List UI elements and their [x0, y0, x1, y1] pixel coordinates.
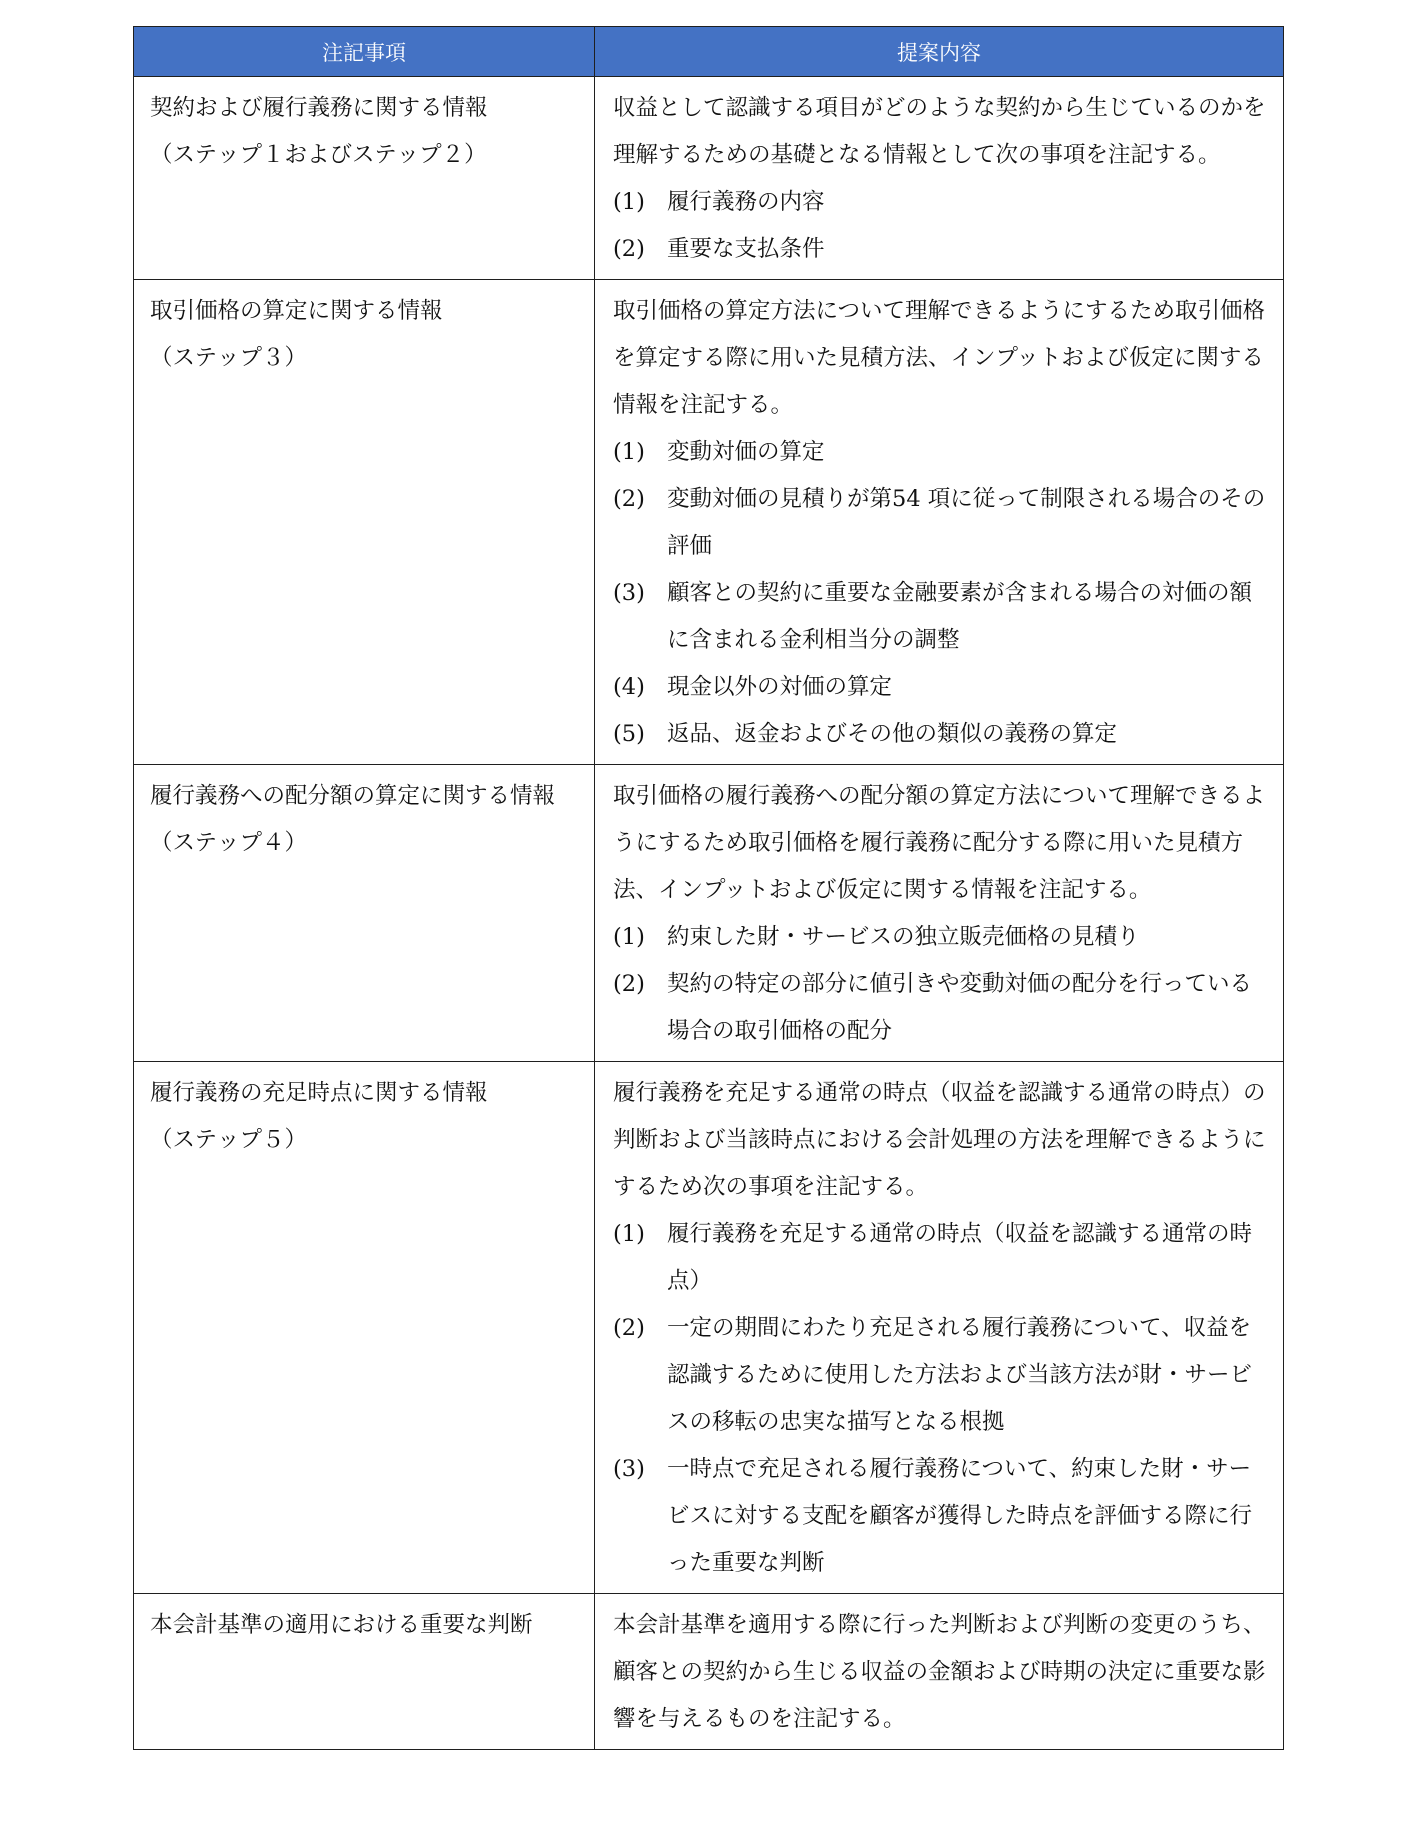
- item-number: (3): [613, 580, 645, 606]
- row-content-cell: [595, 765, 1284, 1062]
- row-description: 収益として認識する項目がどのような契約から生じているのかを理解するための基礎となる情報として次の事項を注記する。: [613, 95, 1266, 168]
- item-text: 現金以外の対価の算定: [667, 674, 893, 700]
- item-number: (1): [613, 924, 645, 950]
- item-text: 履行義務の内容: [667, 189, 825, 215]
- row-title-cell: [134, 280, 595, 765]
- list-item: [613, 1446, 1271, 1587]
- item-text: 変動対価の見積りが第54 項に従って制限される場合のその評価: [667, 486, 1266, 559]
- row-description: 取引価格の算定方法について理解できるようにするため取引価格を算定する際に用いた見積方法、インプットおよび仮定に関する情報を注記する。: [613, 298, 1266, 418]
- row-description: 本会計基準を適用する際に行った判断および判断の変更のうち、顧客との契約から生じる収益の金額および時期の決定に重要な影響を与えるものを注記する。: [613, 1612, 1266, 1732]
- item-number: (5): [613, 721, 645, 747]
- item-text: 一定の期間にわたり充足される履行義務について、収益を認識するために使用した方法および当該方法が財・サービスの移転の忠実な描写となる根拠: [667, 1315, 1253, 1435]
- item-number: (4): [613, 674, 645, 700]
- row-title-cell: [134, 765, 595, 1062]
- item-number: (2): [613, 486, 645, 512]
- row-description: 履行義務を充足する通常の時点（収益を認識する通常の時点）の判断および当該時点における会計処理の方法を理解できるようにするため次の事項を注記する。: [613, 1080, 1266, 1200]
- list-item: [613, 914, 1271, 961]
- row-title: 本会計基準の適用における重要な判断: [150, 1612, 533, 1638]
- list-item: [613, 1305, 1271, 1446]
- list-item: [613, 179, 1271, 226]
- item-number: (2): [613, 971, 645, 997]
- item-number: (1): [613, 1221, 645, 1247]
- row-title: 履行義務の充足時点に関する情報: [150, 1080, 488, 1106]
- list-item: [613, 476, 1271, 570]
- row-content-cell: [595, 280, 1284, 765]
- table-row: [134, 1594, 1284, 1750]
- row-title-cell: [134, 77, 595, 280]
- table-row: [134, 77, 1284, 280]
- header-col-proposal: 提案内容: [595, 27, 1284, 77]
- table-row: [134, 765, 1284, 1062]
- row-content-cell: [595, 77, 1284, 280]
- table-row: [134, 280, 1284, 765]
- table-row: [134, 1062, 1284, 1594]
- list-item: [613, 570, 1271, 664]
- disclosure-table: [133, 26, 1284, 1750]
- item-number: (1): [613, 189, 645, 215]
- item-text: 約束した財・サービスの独立販売価格の見積り: [667, 924, 1140, 950]
- item-text: 返品、返金およびその他の類似の義務の算定: [667, 721, 1118, 747]
- list-item: [613, 1211, 1271, 1305]
- row-title: 取引価格の算定に関する情報: [150, 298, 443, 324]
- header-col-notes: 注記事項: [134, 27, 595, 77]
- item-text: 重要な支払条件: [667, 236, 825, 262]
- row-title-cell: [134, 1062, 595, 1594]
- row-description: 取引価格の履行義務への配分額の算定方法について理解できるようにするため取引価格を履行義務に配分する際に用いた見積方法、インプットおよび仮定に関する情報を注記する。: [613, 783, 1266, 903]
- row-title-cell: [134, 1594, 595, 1750]
- list-item: [613, 664, 1271, 711]
- row-title: 契約および履行義務に関する情報: [150, 95, 488, 121]
- item-text: 変動対価の算定: [667, 439, 825, 465]
- list-item: [613, 429, 1271, 476]
- row-subtitle: （ステップ５）: [150, 1127, 308, 1153]
- header-row: [134, 27, 1284, 77]
- item-text: 契約の特定の部分に値引きや変動対価の配分を行っている場合の取引価格の配分: [667, 971, 1253, 1044]
- item-number: (2): [613, 236, 645, 262]
- list-item: [613, 226, 1271, 273]
- item-text: 一時点で充足される履行義務について、約束した財・サービスに対する支配を顧客が獲得した時点を評価する際に行った重要な判断: [667, 1456, 1253, 1576]
- item-number: (2): [613, 1315, 645, 1341]
- item-text: 顧客との契約に重要な金融要素が含まれる場合の対価の額に含まれる金利相当分の調整: [667, 580, 1253, 653]
- row-title: 履行義務への配分額の算定に関する情報（ステップ４）: [150, 783, 556, 856]
- item-text: 履行義務を充足する通常の時点（収益を認識する通常の時点）: [667, 1221, 1253, 1294]
- row-subtitle: （ステップ３）: [150, 345, 308, 371]
- list-item: [613, 711, 1271, 758]
- row-subtitle: （ステップ１およびステップ２）: [150, 142, 487, 168]
- row-content-cell: [595, 1062, 1284, 1594]
- item-number: (3): [613, 1456, 645, 1482]
- list-item: [613, 961, 1271, 1055]
- row-content-cell: [595, 1594, 1284, 1750]
- item-number: (1): [613, 439, 645, 465]
